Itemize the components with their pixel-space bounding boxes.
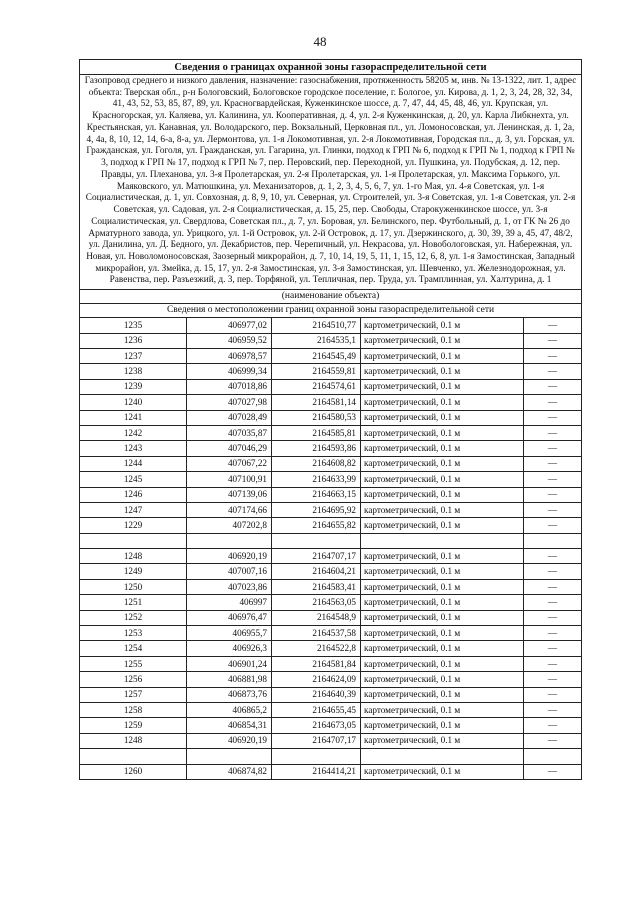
table-row <box>80 687 582 702</box>
object-label: (наименование объекта) <box>80 290 582 304</box>
method-cell: картометрический, 0.1 м <box>361 349 524 364</box>
note-cell: — <box>524 626 582 641</box>
coord-y-cell: 2164583,41 <box>272 579 361 594</box>
point-number-cell: 1239 <box>80 379 187 394</box>
coord-y-cell: 2164581,14 <box>272 395 361 410</box>
note-cell: — <box>524 718 582 733</box>
table-row <box>80 487 582 502</box>
method-cell: картометрический, 0.1 м <box>361 641 524 656</box>
method-cell: картометрический, 0.1 м <box>361 656 524 671</box>
point-number-cell: 1252 <box>80 610 187 625</box>
note-cell: — <box>524 687 582 702</box>
note-cell: — <box>524 579 582 594</box>
point-number-cell: 1254 <box>80 641 187 656</box>
coord-y-cell: 2164604,21 <box>272 564 361 579</box>
point-number-cell: 1260 <box>80 764 187 779</box>
method-cell: картометрический, 0.1 м <box>361 687 524 702</box>
page-number: 48 <box>313 34 327 49</box>
location-header: Сведения о местоположении границ охранной зоны газораспределительной сети <box>80 304 582 318</box>
method-cell: картометрический, 0.1 м <box>361 456 524 471</box>
note-cell: — <box>524 487 582 502</box>
point-number-cell: 1242 <box>80 425 187 440</box>
table-row <box>80 533 582 548</box>
point-number-cell: 1243 <box>80 441 187 456</box>
coord-y-cell <box>272 749 361 764</box>
description-row <box>80 75 582 290</box>
point-number-cell: 1248 <box>80 733 187 748</box>
coord-x-cell: 406874,82 <box>187 764 272 779</box>
coord-x-cell: 407139,06 <box>187 487 272 502</box>
point-number-cell: 1251 <box>80 595 187 610</box>
table-row <box>80 318 582 333</box>
coord-y-cell: 2164537,58 <box>272 626 361 641</box>
table-row <box>80 733 582 748</box>
table-row <box>80 518 582 533</box>
coord-x-cell <box>187 749 272 764</box>
coord-x-cell: 407007,16 <box>187 564 272 579</box>
method-cell: картометрический, 0.1 м <box>361 702 524 717</box>
note-cell: — <box>524 333 582 348</box>
table-row <box>80 349 582 364</box>
table-row <box>80 549 582 564</box>
method-cell: картометрический, 0.1 м <box>361 379 524 394</box>
coord-y-cell: 2164510,77 <box>272 318 361 333</box>
coord-y-cell: 2164633,99 <box>272 472 361 487</box>
coord-x-cell: 406881,98 <box>187 672 272 687</box>
note-cell: — <box>524 379 582 394</box>
coord-y-cell: 2164545,49 <box>272 349 361 364</box>
coord-x-cell: 406976,47 <box>187 610 272 625</box>
note-cell: — <box>524 549 582 564</box>
method-cell: картометрический, 0.1 м <box>361 333 524 348</box>
object-description: Газопровод среднего и низкого давления, назначение: газоснабжения, протяженность 58205 м, инв. № 13-1322, лит. 1, адрес объекта: Тверская обл., р-н Бологовский, Бологовское городское поселение, г. Бологое, ул. Кирова, д. 1, 2, 3, 24, 28, 32, 34, 41, 43, 52, 53, 85, 87, 89, ул. Красногвардейская, Куженкинское шоссе, д. 7, 47, 44, 45, 48, 46, ул. Крупская, ул. Красногорская, ул. Каляева, ул. Калинина, ул. Кооперативная, д. 4, ул. 2-я Куженкинская, д. 20, ул. Карла Либкнехта, ул. Крестьянская, ул. Канавная, ул. Володарского, пер. Вокзальный, Церковная пл., ул. Ломоносовская, ул. Ленинская, д. 1, 2а, 4, 4а, 8, 10, 12, 14, 6-а, 8-а, ул. Лермонтова, ул. 1-я Локомотивная, ул. 2-я Локомотивная, Городская пл., д. 3, ул. Горская, ул. Гражданская, ул. Гоголя, ул. Гражданская, ул. Гагарина, ул. Глинки, подход к ГРП № 6, подход к ГРП № 1, подход к ГРП № 3, подход к ГРП № 17, подход к ГРП № 7, пер. Перовский, пер. Переходной, ул. Пушкина, ул. Подубская, д. 12, пер. Правды, ул. Плеханова, ул. 3-я Пролетарская, ул. 2-я Пролетарская, ул. 1-я Пролетарская, ул. Максима Горького, ул. Маяковского, ул. Матюшкина, ул. Механизаторов, д. 1, 2, 3, 4, 5, 6, 7, ул. 1-го Мая, ул. 4-я Советская, ул. 1-я Социалистическая, д. 1, ул. Совхозная, д. 8, 9, 10, ул. Северная, ул. Строителей, ул. 3-я Советская, ул. 1-я Советская, ул. 2-я Советская, ул. Садовая, ул. 2-я Социалистическая, д. 15, 25, пер. Свободы, Старокуженкинское шоссе, ул. 3-я Социалистическая, ул. Свердлова, Советская пл., д. 7, ул. Боровая, ул. Белинского, пер. Футбольный, д. 1, от ГК № 26 до Арматурного завода, ул. Урицкого, ул. 1-й Островок, ул. 2-й Островок, д. 17, ул. Дзержинского, д. 30, 39, 39 а, 45, 47, 48/2, ул. Данилина, ул. Д. Бедного, ул. Декабристов, пер. Черепичный, ул. Некрасова, ул. Новобологовская, ул. Набережная, ул. Новая, ул. Новоломоносовская, Заозерный микрорайон, д. 7, 10, 14, 19, 5, 11, 1, 15, 12, 6, 8, ул. 1-я Замостинская, Западный микрорайон, ул. Змейка, д. 15, 17, ул. 2-я Замостинская, ул. 3-я Замостинская, ул. Шевченко, ул. Железнодорожная, ул. Равенства, пер. Разъезжий, д. 3, пер. Торфяной, ул. Тепличная, пер. Труда, ул. Трамплинная, ул. Халтурина, д. 1 <box>80 75 582 290</box>
coord-x-cell: 406873,76 <box>187 687 272 702</box>
table-row <box>80 502 582 517</box>
coord-y-cell: 2164655,82 <box>272 518 361 533</box>
point-number-cell: 1247 <box>80 502 187 517</box>
note-cell: — <box>524 641 582 656</box>
coord-y-cell: 2164535,1 <box>272 333 361 348</box>
coord-y-cell: 2164655,45 <box>272 702 361 717</box>
coord-x-cell: 406901,24 <box>187 656 272 671</box>
label-row <box>80 290 582 304</box>
coord-y-cell: 2164663,15 <box>272 487 361 502</box>
method-cell: картометрический, 0.1 м <box>361 395 524 410</box>
coord-x-cell: 406920,19 <box>187 733 272 748</box>
coord-x-cell: 406865,2 <box>187 702 272 717</box>
method-cell <box>361 533 524 548</box>
note-cell: — <box>524 410 582 425</box>
note-cell: — <box>524 656 582 671</box>
coord-x-cell: 407027,98 <box>187 395 272 410</box>
note-cell <box>524 533 582 548</box>
method-cell: картометрический, 0.1 м <box>361 487 524 502</box>
coord-y-cell: 2164608,82 <box>272 456 361 471</box>
table-row <box>80 425 582 440</box>
coord-x-cell: 406977,02 <box>187 318 272 333</box>
table-row <box>80 456 582 471</box>
coord-x-cell: 406978,57 <box>187 349 272 364</box>
coord-x-cell: 407100,91 <box>187 472 272 487</box>
table-row <box>80 702 582 717</box>
method-cell: картометрический, 0.1 м <box>361 549 524 564</box>
table-row <box>80 641 582 656</box>
point-number-cell: 1238 <box>80 364 187 379</box>
coord-x-cell: 407046,29 <box>187 441 272 456</box>
coord-x-cell: 407018,86 <box>187 379 272 394</box>
coord-x-cell <box>187 533 272 548</box>
table-row <box>80 564 582 579</box>
coord-y-cell: 2164695,92 <box>272 502 361 517</box>
method-cell: картометрический, 0.1 м <box>361 672 524 687</box>
coord-y-cell: 2164414,21 <box>272 764 361 779</box>
coord-y-cell: 2164548,9 <box>272 610 361 625</box>
coord-y-cell: 2164559,81 <box>272 364 361 379</box>
note-cell: — <box>524 702 582 717</box>
coord-x-cell: 407174,66 <box>187 502 272 517</box>
note-cell: — <box>524 441 582 456</box>
table-title: Сведения о границах охранной зоны газораспределительной сети <box>80 60 582 75</box>
point-number-cell: 1255 <box>80 656 187 671</box>
method-cell: картометрический, 0.1 м <box>361 518 524 533</box>
table-row <box>80 718 582 733</box>
table-row <box>80 395 582 410</box>
method-cell: картометрический, 0.1 м <box>361 764 524 779</box>
point-number-cell: 1241 <box>80 410 187 425</box>
coord-x-cell: 406955,7 <box>187 626 272 641</box>
coord-x-cell: 407023,86 <box>187 579 272 594</box>
note-cell: — <box>524 502 582 517</box>
table-row <box>80 410 582 425</box>
table-row <box>80 364 582 379</box>
table-row <box>80 595 582 610</box>
method-cell: картометрический, 0.1 м <box>361 610 524 625</box>
table-row <box>80 472 582 487</box>
point-number-cell <box>80 749 187 764</box>
coord-y-cell: 2164624,09 <box>272 672 361 687</box>
method-cell: картометрический, 0.1 м <box>361 318 524 333</box>
coord-y-cell: 2164580,53 <box>272 410 361 425</box>
note-cell <box>524 749 582 764</box>
note-cell: — <box>524 395 582 410</box>
coord-x-cell: 406926,3 <box>187 641 272 656</box>
table-row <box>80 656 582 671</box>
table-row <box>80 626 582 641</box>
table-row <box>80 672 582 687</box>
table-row <box>80 333 582 348</box>
method-cell <box>361 749 524 764</box>
point-number-cell <box>80 533 187 548</box>
coord-x-cell: 407067,22 <box>187 456 272 471</box>
point-number-cell: 1256 <box>80 672 187 687</box>
point-number-cell: 1257 <box>80 687 187 702</box>
method-cell: картометрический, 0.1 м <box>361 472 524 487</box>
coord-x-cell: 407035,87 <box>187 425 272 440</box>
point-number-cell: 1237 <box>80 349 187 364</box>
coord-y-cell: 2164581,84 <box>272 656 361 671</box>
method-cell: картометрический, 0.1 м <box>361 733 524 748</box>
coord-y-cell: 2164640,39 <box>272 687 361 702</box>
coord-x-cell: 406999,34 <box>187 364 272 379</box>
point-number-cell: 1248 <box>80 549 187 564</box>
note-cell: — <box>524 425 582 440</box>
note-cell: — <box>524 595 582 610</box>
method-cell: картометрический, 0.1 м <box>361 564 524 579</box>
table-row <box>80 764 582 779</box>
point-number-cell: 1235 <box>80 318 187 333</box>
method-cell: картометрический, 0.1 м <box>361 502 524 517</box>
method-cell: картометрический, 0.1 м <box>361 579 524 594</box>
point-number-cell: 1229 <box>80 518 187 533</box>
coord-x-cell: 407028,49 <box>187 410 272 425</box>
title-row <box>80 60 582 75</box>
method-cell: картометрический, 0.1 м <box>361 718 524 733</box>
point-number-cell: 1236 <box>80 333 187 348</box>
coord-x-cell: 407202,8 <box>187 518 272 533</box>
note-cell: — <box>524 518 582 533</box>
note-cell: — <box>524 318 582 333</box>
point-number-cell: 1245 <box>80 472 187 487</box>
boundary-table <box>79 59 582 780</box>
point-number-cell: 1246 <box>80 487 187 502</box>
note-cell: — <box>524 456 582 471</box>
coord-y-cell: 2164673,05 <box>272 718 361 733</box>
coord-y-cell: 2164522,8 <box>272 641 361 656</box>
point-number-cell: 1258 <box>80 702 187 717</box>
coord-y-cell: 2164707,17 <box>272 549 361 564</box>
method-cell: картометрический, 0.1 м <box>361 364 524 379</box>
point-number-cell: 1249 <box>80 564 187 579</box>
method-cell: картометрический, 0.1 м <box>361 626 524 641</box>
coord-x-cell: 406920,19 <box>187 549 272 564</box>
table-row <box>80 749 582 764</box>
coord-y-cell: 2164707,17 <box>272 733 361 748</box>
note-cell: — <box>524 564 582 579</box>
point-number-cell: 1244 <box>80 456 187 471</box>
method-cell: картометрический, 0.1 м <box>361 441 524 456</box>
point-number-cell: 1250 <box>80 579 187 594</box>
coord-x-cell: 406959,52 <box>187 333 272 348</box>
coord-y-cell: 2164585,81 <box>272 425 361 440</box>
point-number-cell: 1259 <box>80 718 187 733</box>
point-number-cell: 1253 <box>80 626 187 641</box>
note-cell: — <box>524 764 582 779</box>
table-row <box>80 379 582 394</box>
location-header-row <box>80 304 582 318</box>
point-number-cell: 1240 <box>80 395 187 410</box>
coord-y-cell <box>272 533 361 548</box>
note-cell: — <box>524 364 582 379</box>
method-cell: картометрический, 0.1 м <box>361 410 524 425</box>
table-row <box>80 610 582 625</box>
note-cell: — <box>524 610 582 625</box>
note-cell: — <box>524 349 582 364</box>
note-cell: — <box>524 672 582 687</box>
coord-x-cell: 406854,31 <box>187 718 272 733</box>
method-cell: картометрический, 0.1 м <box>361 425 524 440</box>
table-row <box>80 441 582 456</box>
coord-y-cell: 2164574,61 <box>272 379 361 394</box>
note-cell: — <box>524 733 582 748</box>
note-cell: — <box>524 472 582 487</box>
coord-y-cell: 2164563,05 <box>272 595 361 610</box>
coord-x-cell: 406997 <box>187 595 272 610</box>
coord-y-cell: 2164593,86 <box>272 441 361 456</box>
table-row <box>80 579 582 594</box>
method-cell: картометрический, 0.1 м <box>361 595 524 610</box>
